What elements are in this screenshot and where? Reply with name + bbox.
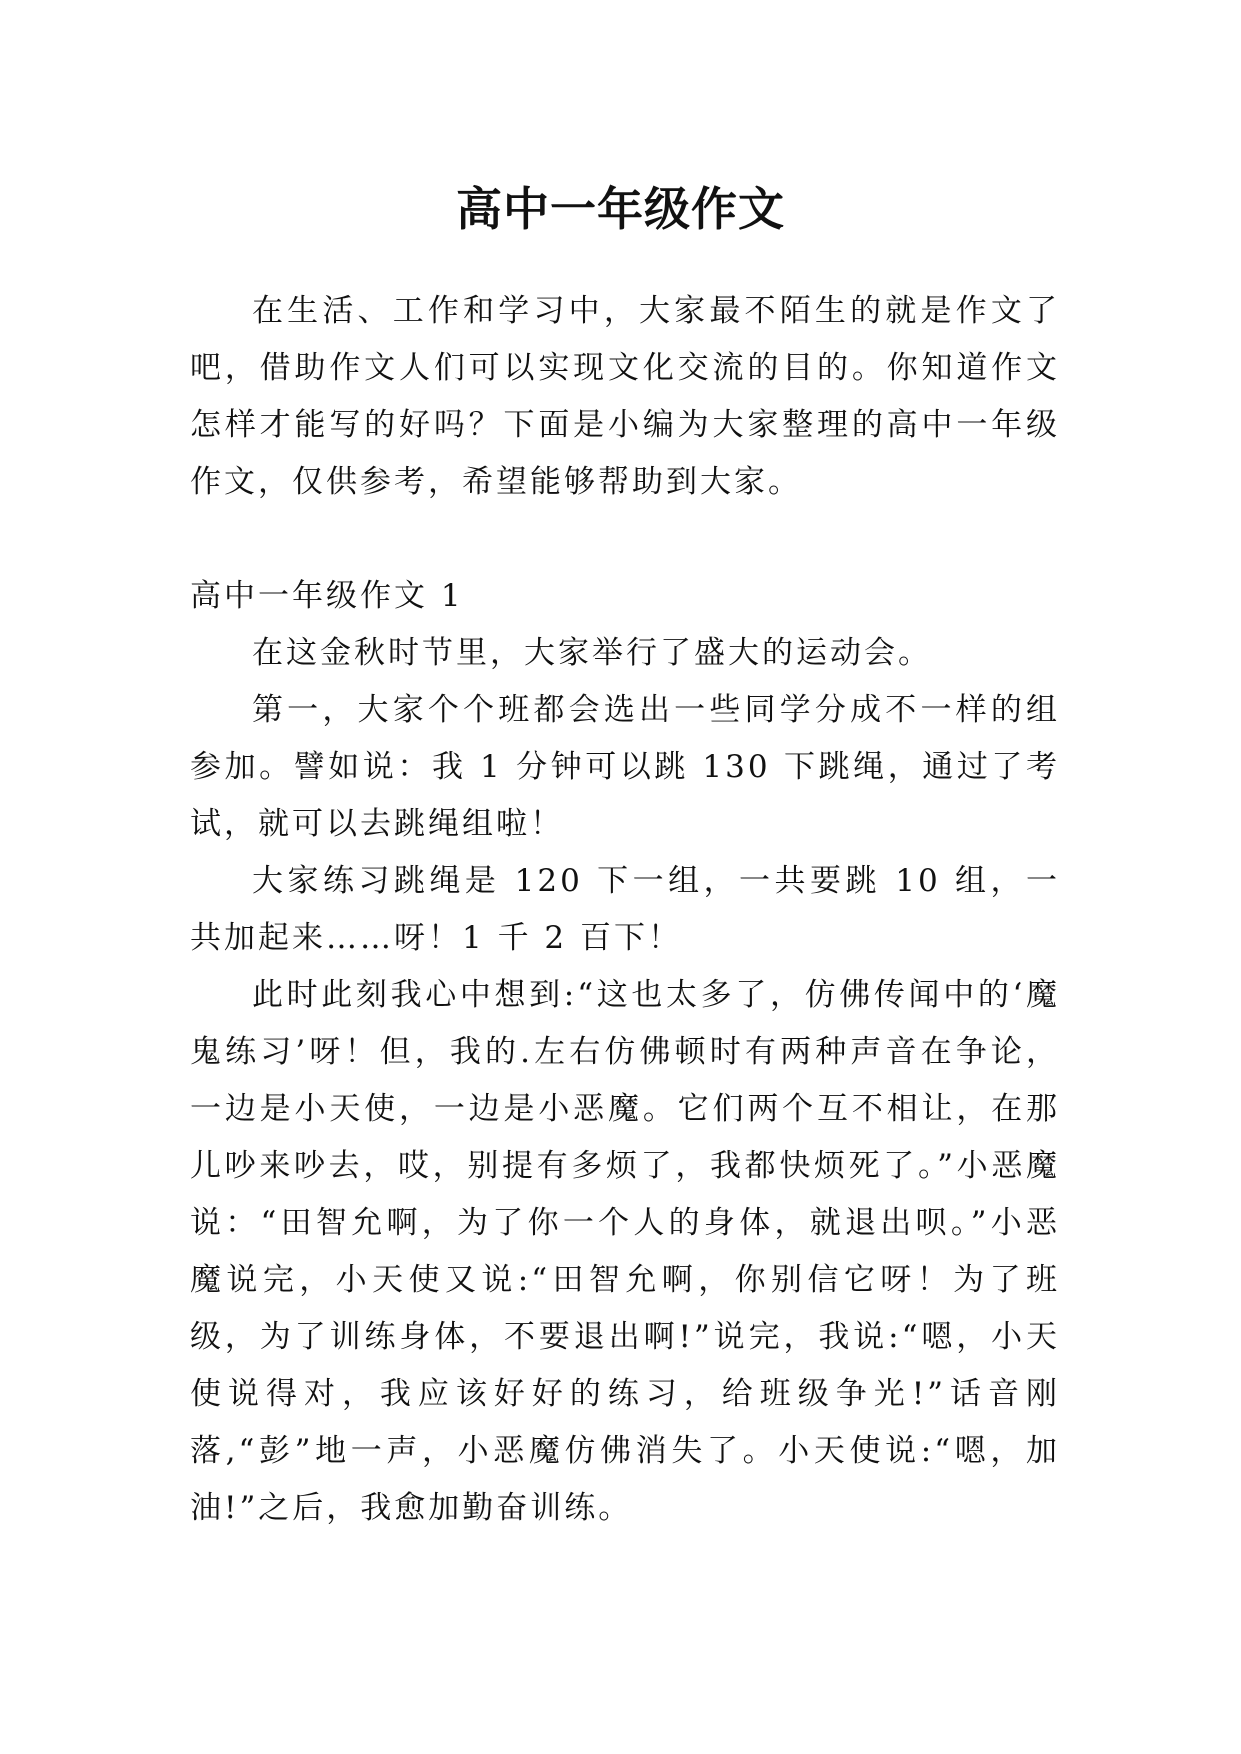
document-body (190, 283, 1060, 1537)
body-paragraph-2: 第一，大家个个班都会选出一些同学分成不一样的组参加。譬如说：我 1 分钟可以跳 130 下跳绳，通过了考试，就可以去跳绳组啦！ (190, 692, 1060, 842)
page-title: 高中一年级作文 (456, 181, 785, 236)
body-paragraph-3: 大家练习跳绳是 120 下一组，一共要跳 10 组，一共加起来……呀！1 千 2 百下！ (190, 863, 1060, 956)
intro-paragraph: 在生活、工作和学习中，大家最不陌生的就是作文了吧，借助作文人们可以实现文化交流的目的。你知道作文怎样才能写的好吗？下面是小编为大家整理的高中一年级作文，仅供参考，希望能够帮助到大家。 (190, 293, 1060, 500)
body-paragraph-4: 此时此刻我心中想到:“这也太多了，仿佛传闻中的‘魔鬼练习’呀！但，我的.左右仿佛顿时有两种声音在争论，一边是小天使，一边是小恶魔。它们两个互不相让，在那儿吵来吵去，哎，别提有多烦了，我都快烦死了。”小恶魔说：“田智允啊，为了你一个人的身体，就退出呗。”小恶魔说完，小天使又说:“田智允啊，你别信它呀！为了班级，为了训练身体，不要退出啊!”说完，我说:“嗯，小天使说得对，我应该好好的练习，给班级争光!”话音刚落,“彭”地一声，小恶魔仿佛消失了。小天使说:“嗯，加油!”之后，我愈加勤奋训练。 (190, 977, 1060, 1526)
section-heading: 高中一年级作文 1 (190, 578, 464, 614)
body-paragraph-1: 在这金秋时节里，大家举行了盛大的运动会。 (252, 635, 932, 671)
